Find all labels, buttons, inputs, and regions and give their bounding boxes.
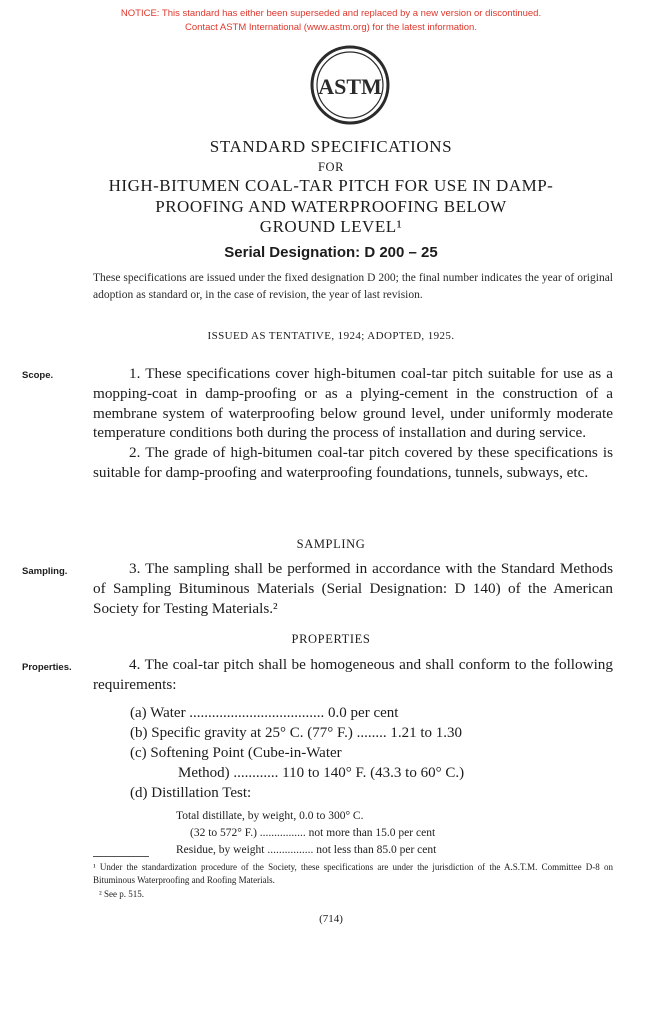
- requirement-water: (a) Water .................................... 0.0 per cent: [130, 705, 399, 721]
- side-label-properties: Properties.: [22, 662, 72, 673]
- title-line-3: HIGH-BITUMEN COAL-TAR PITCH FOR USE IN DAMP-: [108, 176, 554, 195]
- requirement-softening-point: (c) Softening Point (Cube-in-Water: [130, 745, 342, 761]
- side-label-sampling: Sampling.: [22, 566, 68, 577]
- requirement-specific-gravity: (b) Specific gravity at 25° C. (77° F.) ........ 1.21 to 1.30: [130, 725, 462, 741]
- distillation-total: Total distillate, by weight, 0.0 to 300° C.: [176, 810, 364, 822]
- sampling-heading: SAMPLING: [296, 537, 366, 551]
- distillation-residue: Residue, by weight ................ not less than 85.0 per cent: [176, 844, 437, 856]
- page-number: (714): [319, 913, 343, 925]
- notice-line-2: Contact ASTM International (www.astm.org) for the latest information.: [185, 22, 477, 33]
- footnote-1: ¹ Under the standardization procedure of the Society, these specifications are under the jurisdiction of the A.S.T.M. Committee D-8 on Bituminous Waterproofing and Roofing Materials.: [93, 862, 613, 885]
- title-line-5: GROUND LEVEL¹: [259, 217, 403, 236]
- footnote-divider: [93, 856, 149, 857]
- title-line-1: STANDARD SPECIFICATIONS: [209, 137, 453, 156]
- scope-paragraph-2: 2. The grade of high-bitumen coal-tar pitch covered by these specifications is suitable for damp-proofing and waterproofing foundations, tunnels, subways, etc.: [93, 444, 613, 481]
- title-line-4: PROOFING AND WATERPROOFING BELOW: [155, 196, 507, 216]
- requirement-softening-point-method: Method) ............ 110 to 140° F. (43.3 to 60° C.): [178, 765, 465, 781]
- scope-paragraph-1: 1. These specifications cover high-bitumen coal-tar pitch suitable for use as a mopping-coat in damp-proofing or as a plying-cement in the construction of a membrane system of waterproofing below ground level, under uniformly moderate temperature conditions both during the process of installation and during service.: [93, 365, 613, 442]
- title-line-2: FOR: [317, 160, 345, 174]
- astm-logo: [306, 41, 394, 129]
- scope-section: [93, 364, 613, 483]
- title-main: [0, 176, 662, 238]
- distillation-range: (32 to 572° F.) ................ not more than 15.0 per cent: [190, 827, 436, 839]
- notice-line-1: NOTICE: This standard has either been superseded and replaced by a new version or discontinued.: [120, 8, 542, 19]
- intro-note: These specifications are issued under the fixed designation D 200; the final number indicates the year of original adoption as standard or, in the case of revision, the year of last revision.: [93, 272, 613, 301]
- side-label-scope: Scope.: [22, 370, 54, 381]
- sampling-paragraph: 3. The sampling shall be performed in accordance with the Standard Methods of Sampling Bituminous Materials (Serial Designation: D 140) of the American Society for Testing Materials.²: [93, 560, 613, 617]
- serial-designation: Serial Designation: D 200 – 25: [224, 244, 438, 261]
- properties-paragraph: 4. The coal-tar pitch shall be homogeneous and shall conform to the following requirements:: [93, 656, 613, 693]
- footnote-2: ² See p. 515.: [99, 889, 144, 899]
- properties-heading: PROPERTIES: [291, 632, 371, 646]
- svg-text:ASTM: ASTM: [318, 74, 382, 99]
- requirement-distillation: (d) Distillation Test:: [130, 785, 252, 801]
- issued-line: ISSUED AS TENTATIVE, 1924; ADOPTED, 1925.: [207, 330, 455, 342]
